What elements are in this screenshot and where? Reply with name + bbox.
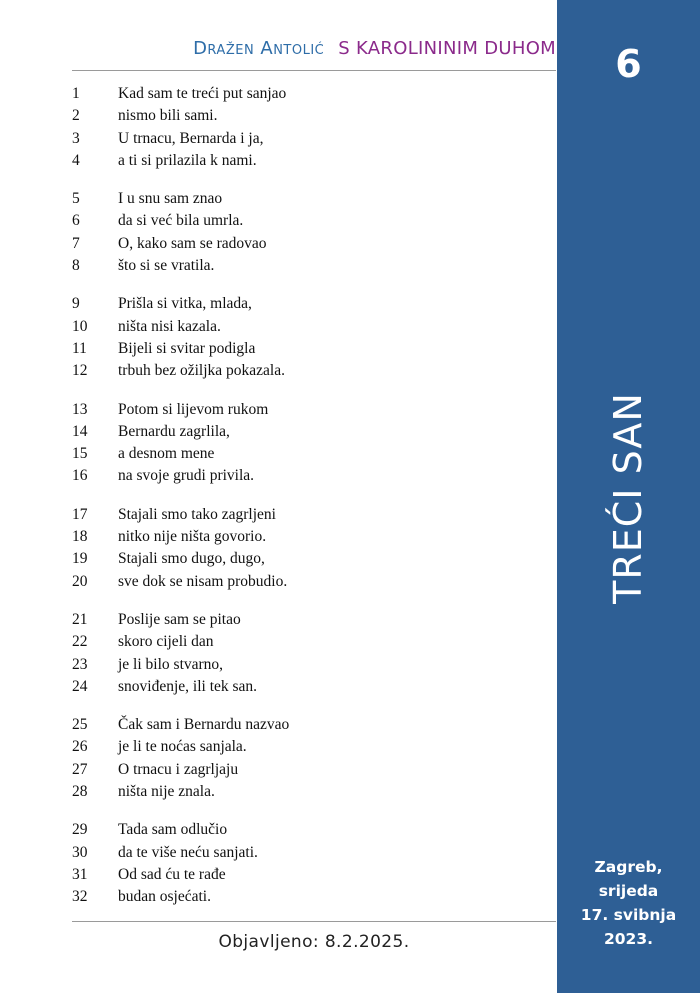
stanza: [72, 399, 542, 488]
poem-line: [72, 864, 542, 886]
line-text: U trnacu, Bernarda i ja,: [118, 129, 264, 147]
line-text: ništa nisi kazala.: [118, 317, 221, 335]
line-number: 9: [72, 295, 80, 313]
line-number: 3: [72, 129, 80, 147]
line-text: nitko nije ništa govorio.: [118, 528, 267, 546]
publication-date: Objavljeno: 8.2.2025.: [218, 932, 410, 952]
line-text: trbuh bez ožiljka pokazala.: [118, 362, 285, 380]
book-title: S KAROLININIM DUHOM: [338, 38, 556, 59]
stanza: [72, 609, 542, 698]
poem-line: [72, 631, 542, 653]
poem-line: [72, 571, 542, 593]
poem-line: [72, 360, 542, 382]
poem-line: [72, 759, 542, 781]
line-text: Poslije sam se pitao: [118, 610, 241, 628]
line-text: nismo bili sami.: [118, 107, 218, 125]
line-text: na svoje grudi privila.: [118, 467, 255, 485]
poem-line: [72, 548, 542, 570]
stanza: [72, 819, 542, 908]
line-number: 31: [72, 865, 88, 883]
poem-line: [72, 105, 542, 127]
line-text: a desnom mene: [118, 445, 215, 463]
line-text: je li te noćas sanjala.: [118, 738, 247, 756]
stanza: [72, 83, 542, 172]
line-number: 10: [72, 317, 88, 335]
line-text: O, kako sam se radovao: [118, 234, 267, 252]
poem-line: [72, 150, 542, 172]
poem-line: [72, 609, 542, 631]
header-divider: [72, 70, 556, 71]
poem-line: [72, 83, 542, 105]
author-name: Dražen Antolić: [193, 38, 325, 59]
line-number: 11: [72, 339, 87, 357]
poem-title: TREĆI SAN: [606, 392, 650, 604]
poem-line: [72, 676, 542, 698]
poem-line: [72, 781, 542, 803]
line-number: 20: [72, 572, 88, 590]
side-panel: [557, 0, 700, 993]
line-text: Kad sam te treći put sanjao: [118, 85, 287, 102]
line-text: O trnacu i zagrljaju: [118, 760, 239, 778]
line-text: što si se vratila.: [118, 257, 215, 275]
line-number: 24: [72, 677, 88, 695]
line-text: Prišla si vitka, mlada,: [118, 295, 252, 313]
line-text: ništa nije znala.: [118, 783, 215, 801]
line-text: a ti si prilazila k nami.: [118, 151, 257, 169]
stanza: [72, 188, 542, 277]
poem-line: [72, 188, 542, 210]
poem-line: [72, 399, 542, 421]
poem-line: [72, 293, 542, 315]
stanza: [72, 504, 542, 593]
line-text: Čak sam i Bernardu nazvao: [118, 716, 290, 734]
place-date: [557, 855, 700, 951]
line-text: Bernardu zagrlila,: [118, 422, 230, 440]
line-number: 32: [72, 888, 88, 906]
line-number: 7: [72, 234, 80, 252]
poem-line: [72, 210, 542, 232]
poem-line: [72, 886, 542, 908]
line-number: 18: [72, 528, 88, 546]
line-number: 21: [72, 610, 88, 628]
poem-line: [72, 255, 542, 277]
poem-line: [72, 443, 542, 465]
line-number: 6: [72, 212, 80, 230]
line-number: 17: [72, 505, 88, 523]
line-text: Bijeli si svitar podigla: [118, 339, 256, 357]
line-number: 15: [72, 445, 88, 463]
line-number: 2: [72, 107, 80, 125]
poem-line: [72, 128, 542, 150]
line-text: I u snu sam znao: [118, 190, 223, 208]
line-text: je li bilo stvarno,: [118, 655, 224, 673]
line-number: 8: [72, 257, 80, 275]
poem-line: [72, 819, 542, 841]
line-number: 1: [72, 85, 80, 102]
line-number: 13: [72, 400, 88, 418]
poem-line: [72, 465, 542, 487]
line-number: 26: [72, 738, 88, 756]
poem-line: [72, 842, 542, 864]
line-text: sve dok se nisam probudio.: [118, 572, 288, 590]
place-date-line: Zagreb,: [594, 858, 663, 876]
line-text: Potom si lijevom rukom: [118, 400, 269, 418]
poem-line: [72, 654, 542, 676]
line-number: 16: [72, 467, 88, 485]
line-text: Stajali smo tako zagrljeni: [118, 505, 276, 523]
page-number: 6: [615, 42, 642, 86]
poem-line: [72, 316, 542, 338]
poem-line: [72, 714, 542, 736]
place-date-line: 2023.: [603, 930, 654, 948]
line-number: 5: [72, 190, 80, 208]
stanza: [72, 293, 542, 382]
line-number: 14: [72, 422, 88, 440]
line-number: 4: [72, 151, 80, 169]
line-number: 27: [72, 760, 88, 778]
line-number: 30: [72, 843, 88, 861]
line-number: 12: [72, 362, 88, 380]
line-number: 19: [72, 550, 88, 568]
page-header: [72, 38, 556, 59]
line-text: da te više neću sanjati.: [118, 843, 258, 861]
poem-line: [72, 736, 542, 758]
line-text: budan osjećati.: [118, 888, 211, 906]
poem-body: [72, 83, 542, 925]
poem-line: [72, 421, 542, 443]
line-number: 29: [72, 821, 88, 839]
line-text: Stajali smo dugo, dugo,: [118, 550, 265, 568]
place-date-line: 17. svibnja: [580, 906, 677, 924]
poem-line: [72, 338, 542, 360]
line-text: da si već bila umrla.: [118, 212, 244, 230]
poem-line: [72, 504, 542, 526]
place-date-line: srijeda: [598, 882, 659, 900]
stanza: [72, 714, 542, 803]
line-text: Od sad ću te rađe: [118, 865, 226, 883]
footer-divider: [72, 921, 556, 922]
line-number: 23: [72, 655, 88, 673]
poem-line: [72, 526, 542, 548]
line-text: snoviđenje, ili tek san.: [118, 677, 258, 695]
line-text: Tada sam odlučio: [118, 821, 228, 839]
line-number: 22: [72, 633, 88, 651]
line-text: skoro cijeli dan: [118, 633, 214, 651]
line-number: 25: [72, 716, 88, 734]
line-number: 28: [72, 783, 88, 801]
poem-line: [72, 233, 542, 255]
